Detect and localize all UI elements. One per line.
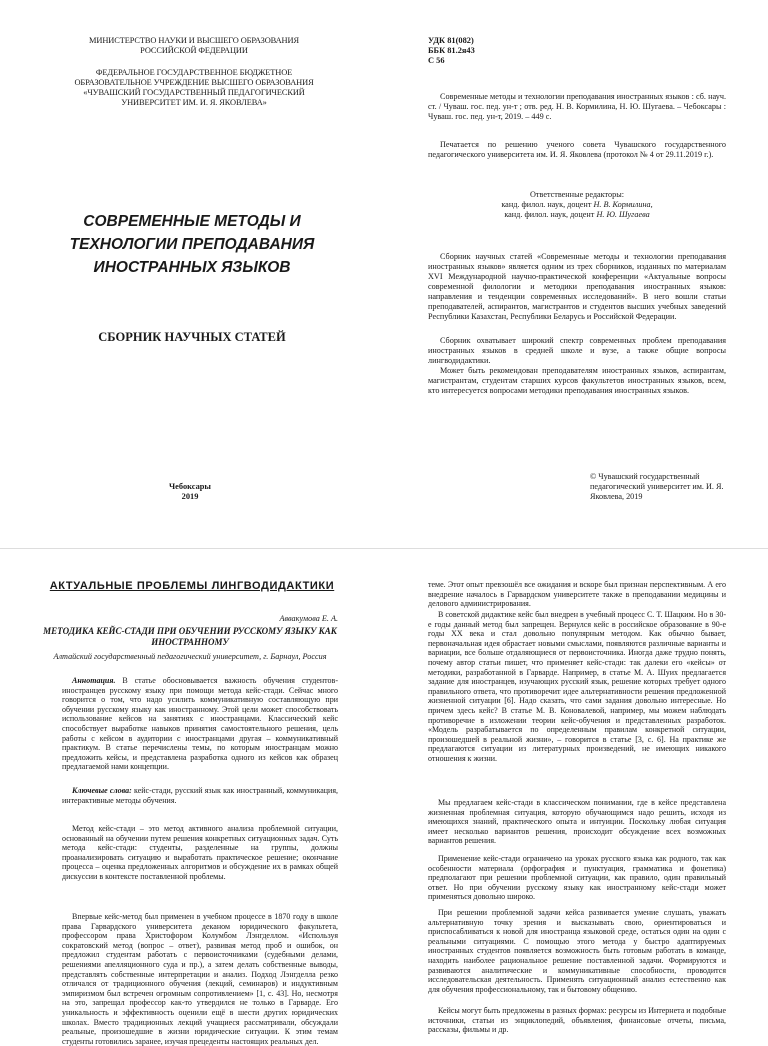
keywords-label: Ключевые слова: bbox=[72, 786, 132, 795]
book-title: СОВРЕМЕННЫЕ МЕТОДЫ И ТЕХНОЛОГИИ ПРЕПОДАВАНИЯ ИНОСТРАННЫХ ЯЗЫКОВ bbox=[69, 213, 315, 276]
author-mark: С 56 bbox=[428, 56, 445, 65]
body-paragraph-right-4: Применение кейс-стади ограничено на уроках русского языка как родного, так как особенности материала (орфография и пунктуация, грамматика и фонетика) предполагают при решении проблемной ситуации, как правило, один правильный ответ. Но при обучении русскому языку как иностранному кейс-стади может применяться довольно широко. bbox=[428, 854, 726, 902]
udk-code: УДК 81(082) bbox=[428, 36, 474, 45]
body-paragraph-right-6: Кейсы могут быть предложены в разных формах: ресурсы из Интернета и подобные источники, статьи из энциклопедий, объявления, финансовые отчеты, письма, рассказы, фильмы и др. bbox=[428, 1006, 726, 1035]
body-paragraph-right-5: При решении проблемной задачи кейса развивается умение слушать, уважать альтернативную точку зрения и высказывать свою, ориентироваться и приспосабливаться к новой для иностранца языковой среде, остаться один на один с реальными ситуациями. С помощью этого метода у быстро адаптируемых иностранных студентов появляется возможность быть готовым работать в команде, находить наиболее рациональное решение поставленной задачи. Формируются и развиваются аналитические и коммуникативные способности, проводится исследовательская деятельность. Применять ситуационный анализ естественно как для обучения профессиональному, так и бытовому общению. bbox=[428, 908, 726, 994]
editor-2-degree: канд. филол. наук, доцент bbox=[504, 210, 595, 219]
annotation bbox=[62, 676, 338, 772]
editor-1-name: Н. В. Кормилина, bbox=[593, 200, 653, 209]
organization-heading: ФЕДЕРАЛЬНОЕ ГОСУДАРСТВЕННОЕ БЮДЖЕТНОЕ ОБРАЗОВАТЕЛЬНОЕ УЧРЕЖДЕНИЕ ВЫСШЕГО ОБРАЗОВАНИЯ «ЧУВАШСКИЙ ГОСУДАРСТВЕННЫЙ ПЕДАГОГИЧЕСКИЙ УНИВЕРСИТЕТ ИМ. И. Я. ЯКОВЛЕВА» bbox=[74, 68, 314, 107]
ministry-heading: МИНИСТЕРСТВО НАУКИ И ВЫСШЕГО ОБРАЗОВАНИЯ РОССИЙСКОЙ ФЕДЕРАЦИИ bbox=[89, 36, 299, 55]
body-paragraph-left-2: Впервые кейс-метод был применен в учебном процессе в 1870 году в школе права Гарвардского университета деканом юридического факультета, профессором права Христофором Колумбом Лэнгделлом. «Используя сократовский метод (вопрос – ответ), развивая метод проб и ошибок, он предложил студентам работать с первоисточниками (судебными делами, решениями апелляционного суда и пр.), а затем делать собственные выводы, представлять собственные интерпретации и анализ. Подход Лэнгделла резко отличался от традиционного обучения (лекций, семинаров) и индуктивным эмпиризмом был встречен огромным сопротивлением» [1, с. 43]. Но, несмотря на это, запрещал профессор как-то утвердился не только в Гарварде. Его уникальность и эффективность оценили ещё в шести других юридических школах. Вместо традиционных лекций учащиеся рассматривали, обсуждали реальные, произошедшие в жизни юридические ситуации. К этим темам студенты готовились заранее, изучая прецеденты настоящих реальных дел. bbox=[62, 912, 338, 1046]
editor-1 bbox=[428, 200, 726, 210]
publication-city: Чебоксары bbox=[169, 482, 211, 491]
keywords bbox=[62, 786, 338, 805]
body-paragraph-right-3: Мы предлагаем кейс-стади в классическом понимании, где в кейсе представлена жизненная проблемная ситуация, которую обучающимся надо решить, исходя из имеющихся знаний, практического опыта и интуиции. Поскольку любая ситуация имеет несколько вариантов решения, происходит обсуждение всех возможных вариантов решения. bbox=[428, 798, 726, 846]
keywords-text: кейс-стади, русский язык как иностранный, коммуникация, интерактивные методы обучения. bbox=[62, 786, 339, 805]
article-title: МЕТОДИКА КЕЙС-СТАДИ ПРИ ОБУЧЕНИИ РУССКОМУ ЯЗЫКУ КАК ИНОСТРАННОМУ bbox=[43, 626, 337, 647]
annotation-label: Аннотация. bbox=[72, 676, 116, 685]
abstract-paragraph-3: Может быть рекомендован преподавателям иностранных языков, аспирантам, магистрантам, студентам старших курсов факультетов иностранных языков, всем, кто интересуется вопросами методики преподавания иностранных языков. bbox=[428, 366, 726, 395]
bibliographic-record: Современные методы и технологии преподавания иностранных языков : сб. науч. ст. / Чуваш. гос. пед. ун-т ; отв. ред. Н. В. Кормилина, Н. Ю. Шугаева. – Чебоксары : Чуваш. гос. пед. ун-т, 2019. – 449 с. bbox=[428, 92, 726, 121]
editor-2-name: Н. Ю. Шугаева bbox=[596, 210, 650, 219]
author-affiliation: Алтайский государственный педагогический университет, г. Барнаул, Россия bbox=[53, 652, 327, 661]
publication-year: 2019 bbox=[181, 492, 199, 501]
annotation-text: В статье обосновывается важность обучения студентов-иностранцев русскому языку при помощи метода кейс-стади. Сейчас много говорится о том, что надо усилить коммуникативную составляющую при обучении русскому языку как иностранному. Этой цели может способствовать использование кейсов на занятиях с иностранцами. Классический кейс способствует выработке навыков принятия самостоятельного решения, цель работы с кейсом в аудитории с иностранцами другая – коммуникативный практикум. В статье перечислены темы, по которым иностранцам можно предложить кейсы, и представлена разработка одного из кейсов как образец предлагаемой нами концепции. bbox=[62, 676, 338, 772]
body-paragraph-right-2: В советской дидактике кейс был внедрен в учебный процесс С. Т. Шацким. Но в 30-е годы данный метод был запрещен. Вернулся кейс в российское образование в 90-е годы XX века и стал довольно популярным методом. Как обычно бывает, первоначальная идея обрастает новыми смыслами, появляются различные варианты и вариации, все больше отдаляющиеся от первоисточника. Иногда даже трудно понять, почему автор статьи пишет, что применяет кейс-стади: так далеки его «кейсы» от методики, разработанной в Гарварде. Например, в статье М. А. Шуих предлагается задание для иностранцев, изучающих русский язык, решение которых требует одного правильного ответа, что противоречит идее альтернативности решения предложенной жизненной ситуации [6]. Надо сказать, что сами задания довольно интересные. Но причем здесь кейс? В статье М. В. Коновалевой, например, мы можем наблюдать противоречие в изложении теории кейс-обучения и представленных разработок. «Модель разрабатывается по определенным правилам конкретной ситуации, произошедшей в реальной жизни», – говорится в статье [3, с. 6]. На практике же предлагаются ситуации из литературных произведений, не имеющих никакого отношения к жизни. bbox=[428, 610, 726, 763]
print-decision: Печатается по решению ученого совета Чувашского государственного педагогического университета им. И. Я. Яковлева (протокол № 4 от 29.11.2019 г.). bbox=[428, 140, 726, 159]
city-year-block bbox=[150, 482, 230, 502]
article-author: Аввакумова Е. А. bbox=[279, 614, 338, 623]
editor-2 bbox=[428, 210, 726, 220]
abstract-paragraph-2: Сборник охватывает широкий спектр современных проблем преподавания иностранных языков в средней школе и вузе, а также общие вопросы лингводидактики. bbox=[428, 336, 726, 365]
section-title: АКТУАЛЬНЫЕ ПРОБЛЕМЫ ЛИНГВОДИДАКТИКИ bbox=[49, 580, 335, 592]
classification-block bbox=[428, 36, 475, 66]
body-paragraph-left-1: Метод кейс-стади – это метод активного анализа проблемной ситуации, основанный на обучении путем решения конкретных ситуационных задач. Суть метода кейс-стади: студенты, разделенные на группы, должны проанализировать ситуацию и выработать практическое решение; окончание процесса – оценка предложенных алгоритмов и обсуждение их в рамках общей дискуссии в контексте поставленной проблемы. bbox=[62, 824, 338, 881]
abstract-paragraph-1: Сборник научных статей «Современные методы и технологии преподавания иностранных языков» является одним из трех сборников, изданных по материалам XVI Международной научно-практической конференции «Актуальные вопросы современной филологии и методики преподавания иностранных языков: направления и тенденции современных исследований». В него вошли статьи преподавателей, аспирантов, магистрантов и студентов высших учебных заведений Республики Казахстан, Республики Беларусь и Российской Федерации. bbox=[428, 252, 726, 321]
bbk-code: ББК 81.2я43 bbox=[428, 46, 475, 55]
editors-heading: Ответственные редакторы: bbox=[530, 190, 624, 199]
copyright-notice: © Чувашский государственный педагогический университет им. И. Я. Яковлева, 2019 bbox=[590, 472, 724, 501]
page-divider bbox=[0, 548, 768, 549]
book-subtitle: СБОРНИК НАУЧНЫХ СТАТЕЙ bbox=[98, 330, 286, 344]
body-paragraph-right-1: теме. Этот опыт превзошёл все ожидания и вскоре был признан перспективным. А его внедрение началось в Гарвардском университете также в преподавании медицины и делового администрирования. bbox=[428, 580, 726, 609]
editor-1-degree: канд. филол. наук, доцент bbox=[501, 200, 592, 209]
